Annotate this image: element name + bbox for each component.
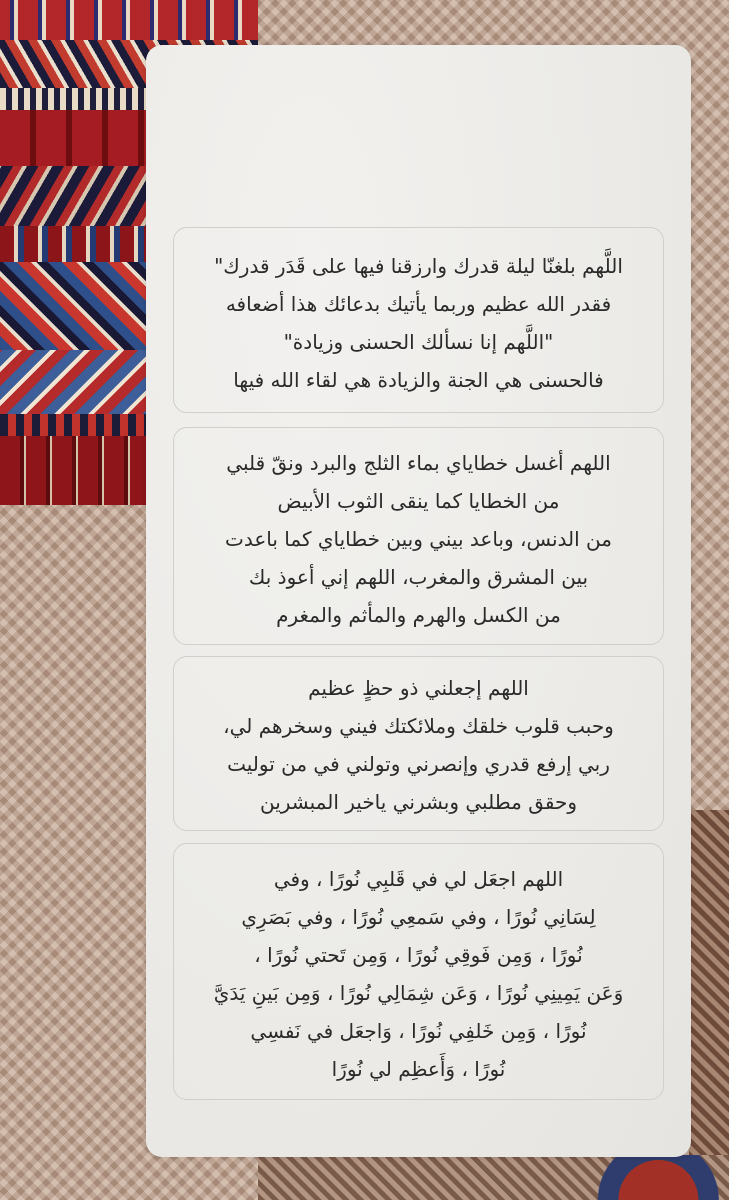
dua-line: نُورًا ، وَأَعظِم لي نُورًا (331, 1057, 506, 1081)
dua-line: اللهم اجعَل لي في قَلبِي نُورًا ، وفي (273, 867, 564, 891)
dua-box-2 (173, 427, 664, 645)
dua-line: اللَّهم بلغنّا ليلة قدرك وارزقنا فيها على قَدَر قدرك" (214, 254, 623, 278)
dua-box-3 (173, 656, 664, 831)
woven-texture-corner (689, 810, 729, 1200)
dua-line: من الدنس، وباعد بيني وبين خطاياي كما باعدت (225, 527, 612, 551)
dua-line: فقدر الله عظيم وربما يأتيك بدعائك هذا أضعافه (225, 292, 612, 316)
dua-line: ربي إرفع قدري وإنصرني وتولني في من توليت (227, 752, 610, 776)
dua-line: وحبب قلوب خلقك وملائكتك فيني وسخرهم لي، (223, 714, 614, 738)
dua-line: وحقق مطلبي وبشرني ياخير المبشرين (259, 790, 578, 814)
dua-line: بين المشرق والمغرب، اللهم إني أعوذ بك (248, 565, 589, 589)
dua-line: وَعَن يَمِينِي نُورًا ، وَعَن شِمَالِي نُورًا ، وَمِن بَينِ يَدَيَّ (213, 981, 624, 1005)
woven-texture-bottom (258, 1155, 729, 1200)
dua-box-4 (173, 843, 664, 1100)
dua-line: من الكسل والهرم والمأثم والمغرم (276, 603, 561, 627)
dua-box-1 (173, 227, 664, 413)
dua-line: "اللَّهم إنا نسألك الحسنى وزيادة" (283, 330, 554, 354)
dua-line: لِسَانِي نُورًا ، وفي سَمعِي نُورًا ، وفي بَصَرِي (241, 905, 596, 929)
dua-line: فالحسنى هي الجنة والزيادة هي لقاء الله فيها (233, 368, 604, 392)
dua-line: نُورًا ، وَمِن فَوقِي نُورًا ، وَمِن تَحتي نُورًا ، (254, 943, 583, 967)
dua-line: من الخطايا كما ينقى الثوب الأبيض (277, 489, 560, 513)
dua-line: اللهم إجعلني ذو حظٍ عظيم (308, 676, 529, 700)
dua-line: اللهم أغسل خطاياي بماء الثلج والبرد ونقّ قلبي (226, 451, 611, 475)
dua-line: نُورًا ، وَمِن خَلفِي نُورًا ، وَاجعَل في نَفسِي (250, 1019, 587, 1043)
